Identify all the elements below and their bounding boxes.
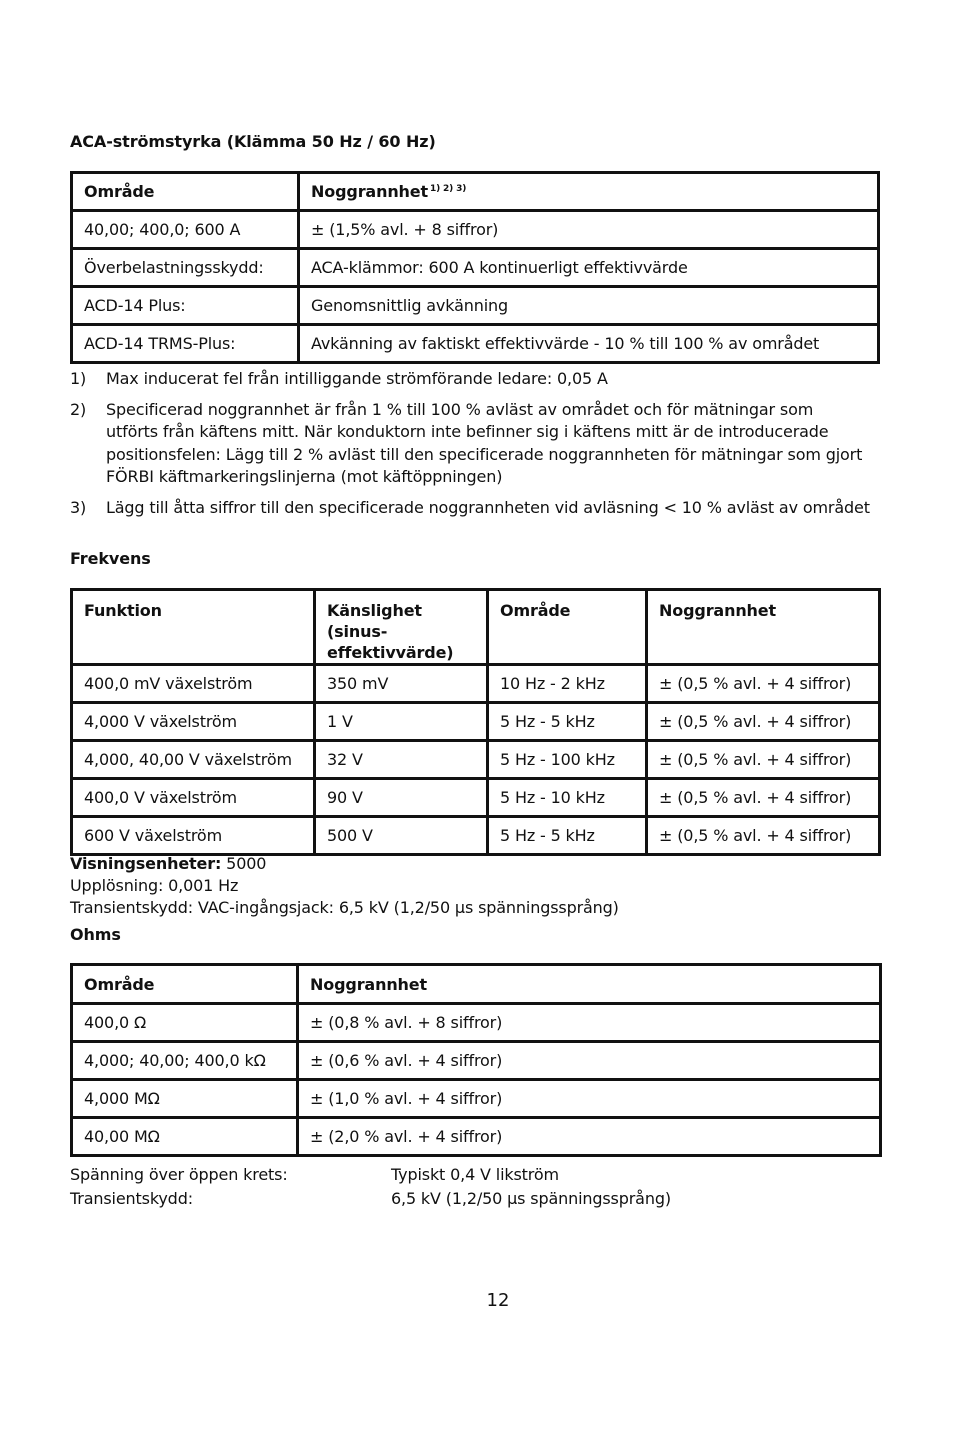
table-row <box>72 703 880 741</box>
display-units-line <box>70 853 619 875</box>
table-cell: ± (0,8 % avl. + 8 siffror) <box>298 1004 881 1042</box>
header-cell-range: Område <box>72 965 298 1004</box>
table-cell: 5 Hz - 100 kHz <box>488 741 647 779</box>
table-cell: 400,0 Ω <box>72 1004 298 1042</box>
table-cell: ± (1,5% avl. + 8 siffror) <box>299 211 879 249</box>
table-row <box>72 817 880 855</box>
table-cell: ± (0,5 % avl. + 4 siffror) <box>647 741 880 779</box>
table-cell: ACD-14 Plus: <box>72 287 299 325</box>
table-cell: 600 V växelström <box>72 817 315 855</box>
table-header-row <box>72 590 880 665</box>
header-cell-accuracy: Noggrannhet <box>647 590 880 665</box>
frequency-heading: Frekvens <box>70 549 151 568</box>
table-header-row <box>72 965 881 1004</box>
spec-label: Transientskydd: <box>70 1189 193 1208</box>
table-row <box>72 1042 881 1080</box>
ohms-heading: Ohms <box>70 925 121 944</box>
table-cell: Genomsnittlig avkänning <box>299 287 879 325</box>
table-cell: 4,000 V växelström <box>72 703 315 741</box>
header-cell-function: Funktion <box>72 590 315 665</box>
table-header-row <box>72 173 879 211</box>
table-cell: 40,00; 400,0; 600 A <box>72 211 299 249</box>
resolution-line: Upplösning: 0,001 Hz <box>70 876 239 895</box>
table-cell: 4,000 MΩ <box>72 1080 298 1118</box>
table-cell: ± (0,5 % avl. + 4 siffror) <box>647 779 880 817</box>
header-cell-range: Område <box>72 173 299 211</box>
table-cell: ACA-klämmor: 600 A kontinuerligt effektivvärde <box>299 249 879 287</box>
table-row <box>72 741 880 779</box>
footnote-text: Max inducerat fel från intilliggande strömförande ledare: 0,05 A <box>106 369 608 388</box>
table-cell: 500 V <box>315 817 488 855</box>
header-label-accuracy: Noggrannhet <box>311 182 428 201</box>
header-cell-sensitivity: Känslighet (sinus-effektivvärde) <box>315 590 488 665</box>
table-row <box>72 1080 881 1118</box>
table-cell: ACD-14 TRMS-Plus: <box>72 325 299 363</box>
ohms-specs <box>70 1163 671 1211</box>
table-cell: 5 Hz - 5 kHz <box>488 817 647 855</box>
aca-footnotes <box>70 368 870 527</box>
footnote-number: 3) <box>70 497 87 517</box>
table-row <box>72 779 880 817</box>
table-row <box>72 1004 881 1042</box>
aca-table <box>70 171 880 364</box>
table-cell: 5 Hz - 10 kHz <box>488 779 647 817</box>
table-cell: 400,0 V växelström <box>72 779 315 817</box>
table-row <box>72 249 879 287</box>
header-cell-accuracy <box>299 173 879 211</box>
table-cell: 10 Hz - 2 kHz <box>488 665 647 703</box>
spec-row <box>70 1163 671 1187</box>
spec-value: 6,5 kV (1,2/50 µs spänningssprång) <box>391 1189 671 1208</box>
table-row <box>72 325 879 363</box>
footnote-refs: 1) 2) 3) <box>430 184 467 194</box>
table-cell: 90 V <box>315 779 488 817</box>
display-units-label: Visningsenheter: <box>70 854 222 873</box>
table-cell: 400,0 mV växelström <box>72 665 315 703</box>
table-cell: ± (0,5 % avl. + 4 siffror) <box>647 817 880 855</box>
transient-line: Transientskydd: VAC-ingångsjack: 6,5 kV (1,2/50 µs spänningssprång) <box>70 898 619 917</box>
spec-label: Spänning över öppen krets: <box>70 1165 288 1184</box>
spec-row <box>70 1187 671 1211</box>
table-row <box>72 1118 881 1156</box>
footnote-item <box>70 368 870 391</box>
header-cell-range: Område <box>488 590 647 665</box>
table-cell: ± (0,6 % avl. + 4 siffror) <box>298 1042 881 1080</box>
table-cell: Överbelastningsskydd: <box>72 249 299 287</box>
table-cell: 4,000, 40,00 V växelström <box>72 741 315 779</box>
table-cell: ± (2,0 % avl. + 4 siffror) <box>298 1118 881 1156</box>
header-cell-accuracy: Noggrannhet <box>298 965 881 1004</box>
table-cell: 350 mV <box>315 665 488 703</box>
table-cell: Avkänning av faktiskt effektivvärde - 10 % till 100 % av området <box>299 325 879 363</box>
table-cell: ± (0,5 % avl. + 4 siffror) <box>647 703 880 741</box>
table-cell: 5 Hz - 5 kHz <box>488 703 647 741</box>
table-cell: 4,000; 40,00; 400,0 kΩ <box>72 1042 298 1080</box>
page-number: 12 <box>486 1290 510 1311</box>
table-cell: 40,00 MΩ <box>72 1118 298 1156</box>
footnote-item <box>70 497 870 520</box>
footnote-text: Specificerad noggrannhet är från 1 % till 100 % avläst av området och för mätningar som utförts från käftens mitt. När konduktorn inte befinner sig i käftens mitt är de introducerade positionsfelen: Lägg till 2 % avläst till den specificerade noggrannheten för mätningar som gjort FÖRBI käftmarkeringslinjerna (mot käftöppningen) <box>106 399 863 486</box>
footnote-item <box>70 399 870 489</box>
ohms-table <box>70 963 882 1157</box>
footnote-number: 1) <box>70 369 87 388</box>
spec-value: Typiskt 0,4 V likström <box>391 1165 559 1184</box>
table-row <box>72 287 879 325</box>
footnote-number: 2) <box>70 399 87 419</box>
table-cell: 1 V <box>315 703 488 741</box>
table-cell: ± (1,0 % avl. + 4 siffror) <box>298 1080 881 1118</box>
table-row <box>72 211 879 249</box>
table-cell: 32 V <box>315 741 488 779</box>
table-cell: ± (0,5 % avl. + 4 siffror) <box>647 665 880 703</box>
frequency-table <box>70 588 881 856</box>
table-row <box>72 665 880 703</box>
display-units-value: 5000 <box>221 854 267 873</box>
footnote-text: Lägg till åtta siffror till den specificerade noggrannheten vid avläsning < 10 % avläst av området <box>106 497 870 517</box>
aca-heading: ACA-strömstyrka (Klämma 50 Hz / 60 Hz) <box>70 132 436 151</box>
frequency-specs <box>70 853 619 919</box>
